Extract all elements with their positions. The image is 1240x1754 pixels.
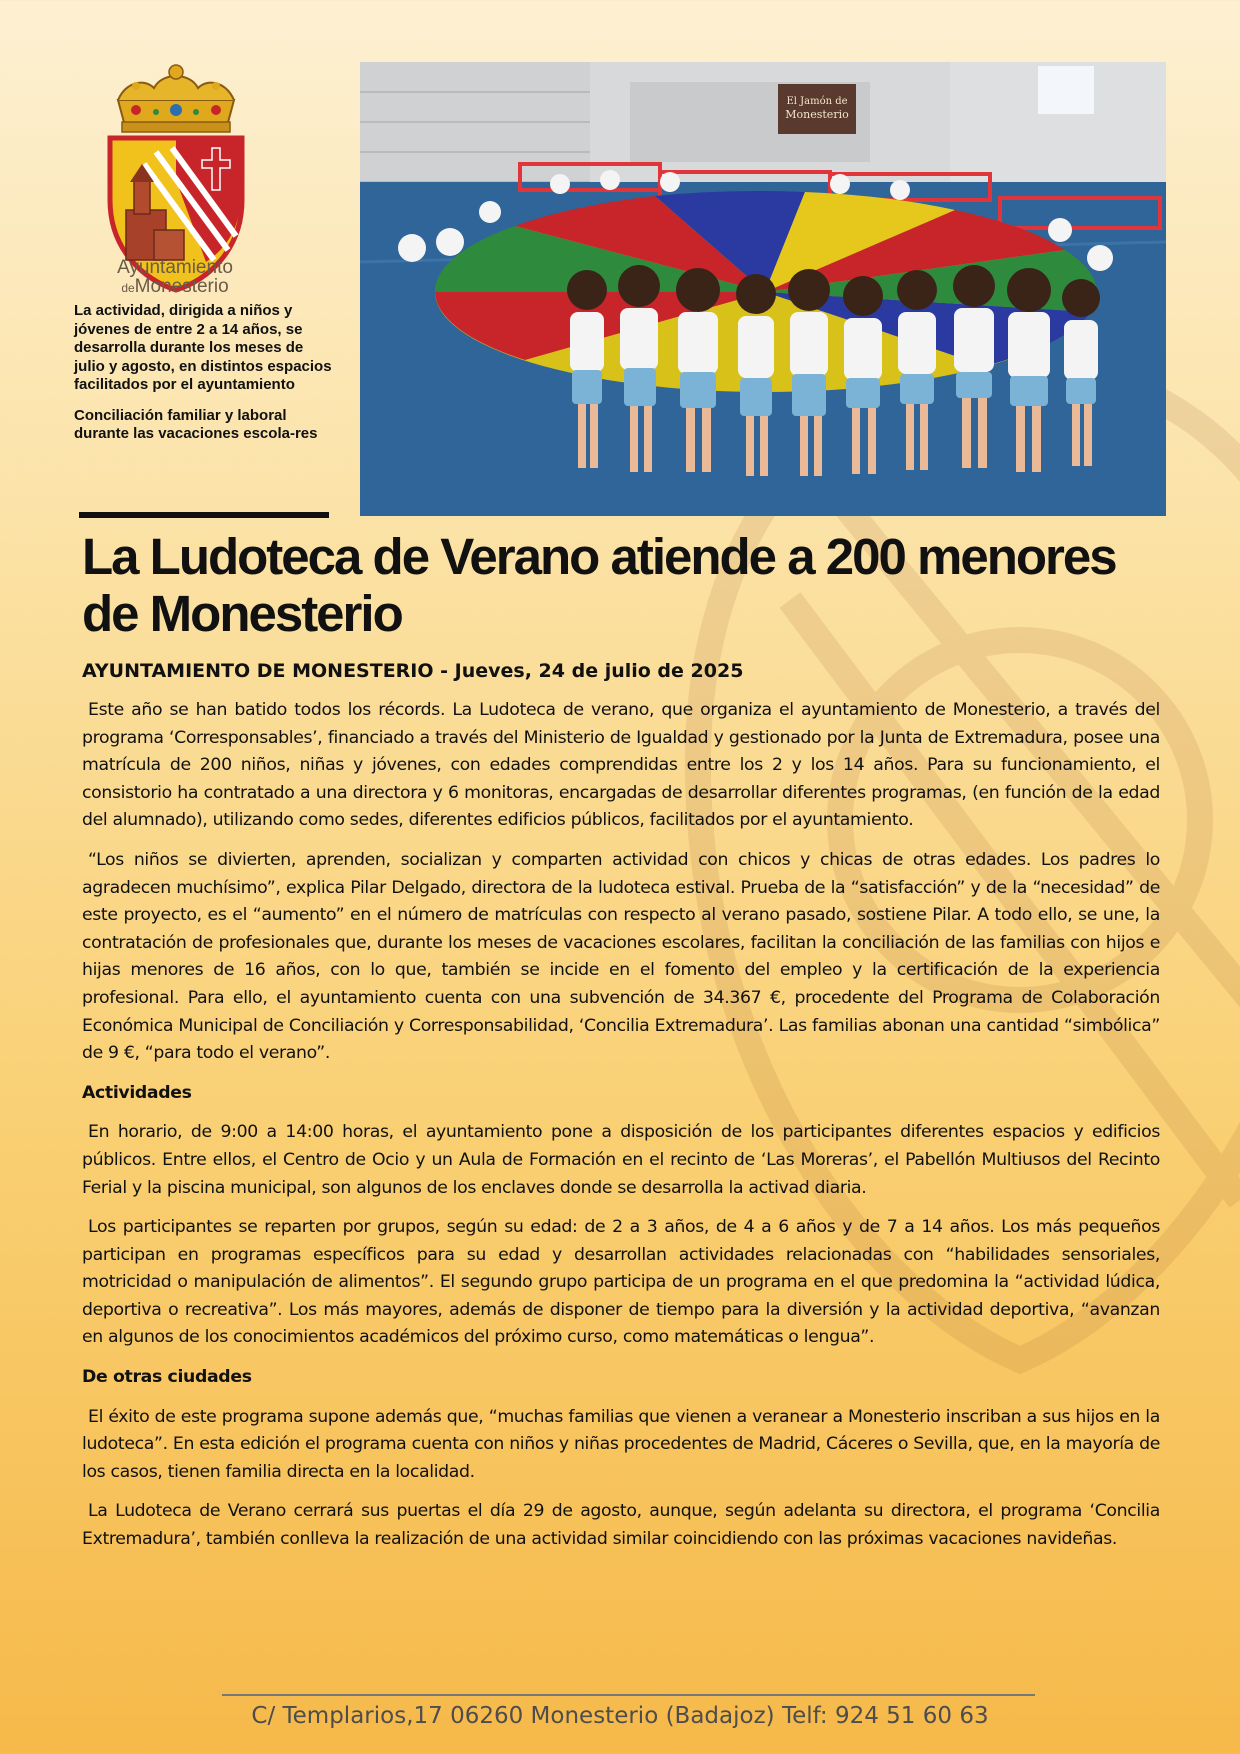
body-paragraph-6: La Ludoteca de Verano cerrará sus puertas el día 29 de agosto, aunque, según adelanta su directora, el programa ‘Concilia Extremadura’, también conlleva la realización de una actividad similar coincidiendo con las próximas vacaciones navideñas.	[82, 1501, 1160, 1550]
section-heading-otras-ciudades: De otras ciudades	[82, 1367, 252, 1388]
body-paragraph-1: Este año se han batido todos los récords. La Ludoteca de verano, que organiza el ayuntamiento de Monesterio, a través del programa ‘Corresponsables’, financiado a través del Ministerio de Igualdad y gestionado por la Junta de Extremadura, posee una matrícula de 200 niños, niñas y jóvenes, con edades comprendidas entre los 2 y los 14 años. Para su funcionamiento, el consistorio ha contratado a una directora y 6 monitoras, encargadas de desarrollar diferentes programas, (en función de la edad del alumnado), utilizando como sedes, diferentes edificios públicos, facilitados por el ayuntamiento.	[82, 700, 1160, 831]
byline-date: - Jueves, 24 de julio de 2025	[433, 660, 744, 682]
section-heading-actividades: Actividades	[82, 1082, 192, 1103]
article-body	[82, 697, 1160, 1566]
article-byline	[82, 658, 743, 684]
logo-town: Monesterio	[134, 276, 229, 297]
footer-address: C/ Templarios,17 06260 Monesterio (Badajoz) Telf: 924 51 60 63	[251, 1703, 989, 1729]
byline-source: AYUNTAMIENTO DE MONESTERIO	[82, 660, 434, 682]
intro-paragraph-1: La actividad, dirigida a niños y jóvenes de entre 2 a 14 años, se desarrolla durante los meses de julio y agosto, en distintos espacios facilitados por el ayuntamiento	[74, 302, 332, 393]
article-photo	[360, 62, 1166, 516]
logo-wordmark	[100, 258, 250, 298]
logo-town-line	[100, 277, 250, 298]
body-paragraph-5: El éxito de este programa supone además que, “muchas familias que vienen a veranear a Monesterio inscriban a sus hijos en la ludoteca”. En esta edición el programa cuenta con niños y niñas procedentes de Madrid, Cáceres o Sevilla, que, en la mayoría de los casos, tienen familia directa en la localidad.	[82, 1406, 1160, 1482]
logo-prep: de	[121, 281, 135, 295]
body-paragraph-4: Los participantes se reparten por grupos, según su edad: de 2 a 3 años, de 4 a 6 años y de 7 a 14 años. Los más pequeños participan en programas específicos para su edad y desarrollan actividades relacionadas con “habilidades sensoriales, motricidad o manipulación de alimentos”. El segundo grupo participa de un programa en el que predomina la “actividad lúdica, deportiva o recreativa”. Los más mayores, además de disponer de tiempo para la diversión y la actividad deportiva, “avanzan en algunos de los conocimientos académicos del próximo curso, como matemáticas o lengua”.	[82, 1217, 1160, 1348]
article-title: La Ludoteca de Verano atiende a 200 menores de Monesterio	[82, 528, 1116, 642]
intro-paragraph-2: Conciliación familiar y laboral durante las vacaciones escola-res	[74, 406, 318, 442]
title-rule	[79, 512, 329, 518]
body-paragraph-3: En horario, de 9:00 a 14:00 horas, el ayuntamiento pone a disposición de los participantes diferentes espacios y edificios públicos. Entre ellos, el Centro de Ocio y un Aula de Formación en el recinto de ‘Las Moreras’, el Pabellón Multiusos del Recinto Ferial y la piscina municipal, son algunos de los enclaves donde se desarrolla la activad diaria.	[82, 1122, 1160, 1198]
banner-text-line2: Monesterio	[785, 108, 849, 121]
banner-text-line1: El Jamón de	[786, 96, 848, 107]
logo-name: Ayuntamiento	[117, 257, 233, 278]
body-paragraph-2: “Los niños se divierten, aprenden, socializan y comparten actividad con chicos y chicas de otras edades. Los padres lo agradecen muchísimo”, explica Pilar Delgado, directora de la ludoteca estival. Prueba de la “satisfacción” y de la “necesidad” de este proyecto, es el “aumento” en el número de matrículas con respecto al verano pasado, sostiene Pilar. A todo ello, se une, la contratación de profesionales que, durante los meses de vacaciones escolares, facilitan la conciliación de las familias con hijos e hijas menores de 16 años, con lo que, también se incide en el fomento del empleo y la certificación de la experiencia profesional. Para ello, el ayuntamiento cuenta con una subvención de 34.367 €, procedente del Programa de Colaboración Económica Municipal de Conciliación y Corresponsabilidad, ‘Concilia Extremadura’. Las familias abonan una cantidad “simbólica” de 9 €, “para todo el verano”.	[82, 849, 1160, 1064]
intro-blurb	[74, 302, 336, 456]
children-parachute-photo	[360, 62, 1166, 516]
